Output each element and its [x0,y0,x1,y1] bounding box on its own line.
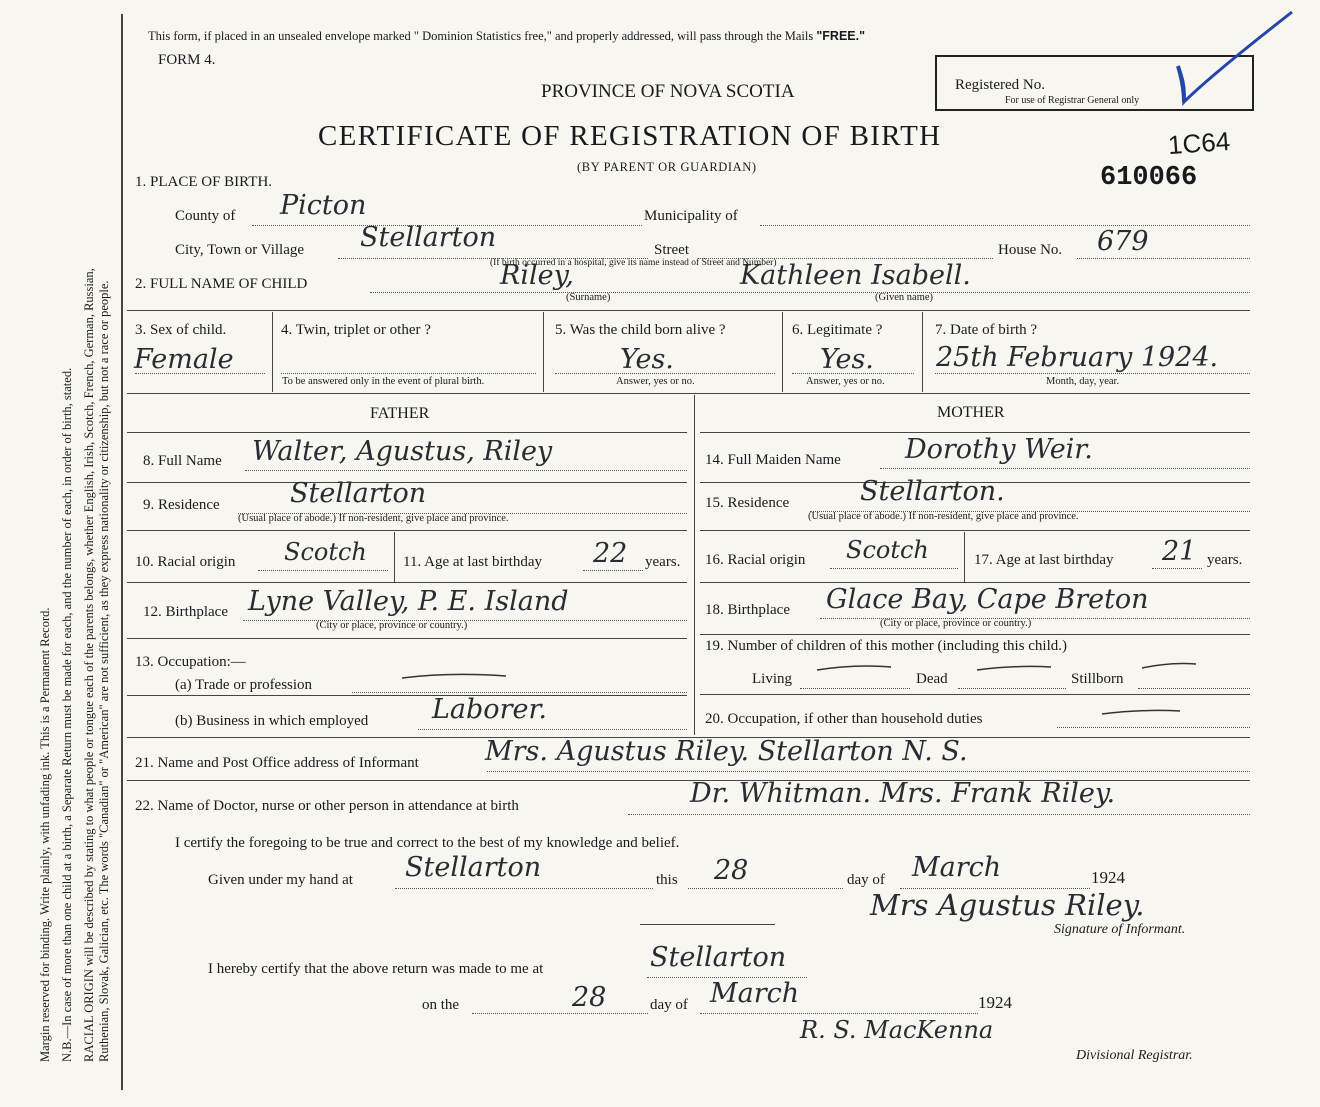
divider-mother-age [964,532,965,582]
doctor-label: 22. Name of Doctor, nurse or other person in attendance at birth [135,798,519,814]
legitimate-value: Yes. [820,344,874,375]
child-surname-value: Riley, [500,260,574,291]
father-residence-value: Stellarton [290,478,427,509]
child-name-label: 2. FULL NAME OF CHILD [135,276,308,292]
born-alive-value: Yes. [620,344,674,375]
mother-residence-value: Stellarton. [860,476,1005,507]
divider-father-mother [694,395,695,735]
rule-mother-4 [700,634,1250,635]
rule-mother-5 [700,694,1250,695]
house-number-label: House No. [998,242,1063,258]
this-label: this [656,872,678,888]
registrar-label: Divisional Registrar. [1076,1048,1193,1063]
certificate-title: CERTIFICATE OF REGISTRATION OF BIRTH [318,120,942,152]
mother-age-value: 21 [1162,536,1197,567]
divider-twin [543,312,544,392]
mailing-notice [148,29,865,44]
rule-mother-3 [700,582,1250,583]
checkmark-icon [1170,6,1300,106]
certificate-subtitle: (BY PARENT OR GUARDIAN) [577,160,757,174]
children-stillborn-label: Stillborn [1071,671,1124,687]
date-of-birth-value: 25th February 1924. [936,342,1219,373]
rule-father-heading [127,432,687,433]
sex-line [135,373,265,374]
certify-month-value: March [912,852,1002,883]
twin-note: To be answered only in the event of plural birth. [282,376,485,387]
children-living-line [800,688,910,689]
child-name-line [370,292,1250,293]
stamp-top: 1C64 [1166,125,1232,161]
certify-day-value: 28 [714,855,749,886]
mother-residence-note: (Usual place of abode.) If non-resident, give place and province. [808,511,1079,522]
registrar-place-value: Stellarton [650,942,787,973]
father-age-label: 11. Age at last birthday [403,554,542,570]
informant-signature: Mrs Agustus Riley. [870,888,1145,922]
margin-note-racial-2: Ruthenian, Slovak, Galician, etc. The words "Canadian" or "American" are not sufficient, as they express nationality or citizenship, but not a race or people. [97,280,111,1062]
date-of-birth-line [935,373,1250,374]
father-business-label: (b) Business in which employed [175,713,369,729]
father-age-value: 22 [593,538,628,569]
father-trade-dash [400,670,510,682]
doctor-value: Dr. Whitman. Mrs. Frank Riley. [690,778,1116,809]
county-label: County of [175,208,236,224]
registered-number-label: Registered No. [955,77,1045,93]
given-name-note: (Given name) [875,292,934,303]
father-trade-line [352,692,687,693]
registrar-statement: I hereby certify that the above return was made to me at [208,961,544,977]
mother-occupation-dash [1100,706,1184,718]
rule-parents-top [127,393,1250,394]
father-race-value: Scotch [284,538,367,566]
father-occupation-label: 13. Occupation:— [135,654,246,670]
father-trade-label: (a) Trade or profession [175,677,313,693]
rule-row3-top [127,310,1250,311]
father-birthplace-value: Lyne Valley, P. E. Island [248,586,569,617]
father-race-label: 10. Racial origin [135,554,236,570]
registrar-month-value: March [710,978,800,1009]
mother-children-label: 19. Number of children of this mother (including this child.) [705,638,1068,654]
house-number-value: 679 [1097,226,1149,257]
children-dead-line [958,688,1066,689]
registrar-day-of-label: day of [650,997,688,1013]
informant-label: 21. Name and Post Office address of Informant [135,755,419,771]
rule-mother-heading [700,432,1250,433]
mother-name-value: Dorothy Weir. [905,434,1093,465]
municipality-line [760,225,1250,226]
mother-birthplace-label: 18. Birthplace [705,602,790,618]
divider-father-age [394,532,395,582]
doctor-line [628,814,1250,815]
rule-father-2 [127,530,687,531]
surname-note: (Surname) [566,292,611,303]
registrar-signature: R. S. MacKenna [800,1016,994,1044]
father-birthplace-label: 12. Birthplace [143,604,228,620]
rule-father-3 [127,582,687,583]
mother-race-line [830,568,958,569]
margin-note-binding: Margin reserved for binding. Write plainly, with unfading ink. This is a Permanent Record. [38,607,52,1062]
place-of-birth-label: 1. PLACE OF BIRTH. [135,174,273,190]
registrar-month-line [700,1013,978,1014]
children-stillborn-dash [1140,660,1200,672]
mother-age-line [1152,568,1202,569]
father-residence-label: 9. Residence [143,497,220,513]
mailing-notice-free: "FREE." [816,29,866,43]
mother-occupation-line [1057,727,1250,728]
born-alive-note: Answer, yes or no. [616,376,695,387]
father-name-label: 8. Full Name [143,453,222,469]
registrar-day-line [472,1013,648,1014]
mother-race-value: Scotch [846,536,929,564]
mother-race-label: 16. Racial origin [705,552,806,568]
registrar-year-value: 1924 [978,993,1012,1012]
county-value: Picton [280,190,367,221]
legitimate-line [792,373,914,374]
informant-line [487,771,1250,772]
legitimate-label: 6. Legitimate ? [792,322,883,338]
children-dead-label: Dead [916,671,948,687]
given-place-value: Stellarton [405,852,542,883]
father-name-value: Walter, Agustus, Riley [252,436,553,467]
born-alive-label: 5. Was the child born alive ? [555,322,726,338]
born-alive-line [555,373,775,374]
house-number-line [1077,258,1250,259]
certify-day-line [688,888,843,889]
twin-label: 4. Twin, triplet or other ? [281,322,431,338]
form-left-border [121,14,123,1090]
children-living-label: Living [752,671,792,687]
registrar-day-value: 28 [572,982,607,1013]
mother-residence-label: 15. Residence [705,495,790,511]
mother-years-label: years. [1207,552,1243,568]
father-residence-note: (Usual place of abode.) If non-resident, give place and province. [238,513,509,524]
divider-alive [782,312,783,392]
date-of-birth-note: Month, day, year. [1046,376,1120,387]
margin-note-nb: N.B.—In case of more than one child at a birth, a Separate Return must be made for each, and the number of each, in order of birth, stated. [60,367,74,1062]
province-heading: PROVINCE OF NOVA SCOTIA [541,81,795,102]
father-name-line [245,470,687,471]
informant-value: Mrs. Agustus Riley. Stellarton N. S. [485,736,968,767]
divider-legit [922,312,923,392]
mother-name-line [880,468,1250,469]
registered-number-note: For use of Registrar General only [1005,95,1140,106]
mother-birthplace-note: (City or place, province or country.) [880,618,1032,629]
given-under-hand-label: Given under my hand at [208,872,353,888]
form-number: FORM 4. [158,52,216,68]
rule-mother-2 [700,530,1250,531]
father-years-label: years. [645,554,681,570]
child-given-name-value: Kathleen Isabell. [740,260,971,291]
mother-name-label: 14. Full Maiden Name [705,452,841,468]
hospital-note: (If birth occurred in a hospital, give its name instead of Street and Number) [490,258,777,268]
short-rule [640,924,775,925]
street-label: Street [654,242,689,258]
certify-year-value: 1924 [1091,868,1125,887]
date-of-birth-label: 7. Date of birth ? [935,322,1038,338]
sex-label: 3. Sex of child. [135,322,227,338]
twin-line [281,373,536,374]
father-birthplace-note: (City or place, province or country.) [316,620,468,631]
rule-father-5 [127,695,687,696]
father-business-line [418,729,687,730]
city-value: Stellarton [360,222,497,253]
mother-heading: MOTHER [937,404,1005,421]
stamp-number: 610066 [1100,163,1198,193]
city-label: City, Town or Village [175,242,305,258]
mother-age-label: 17. Age at last birthday [974,552,1114,568]
father-business-value: Laborer. [432,694,547,725]
sex-value: Female [134,344,234,375]
registrar-on-the-label: on the [422,997,460,1013]
mother-birthplace-value: Glace Bay, Cape Breton [826,584,1149,615]
given-place-line [395,888,653,889]
legitimate-note: Answer, yes or no. [806,376,885,387]
certify-day-of-label: day of [847,872,885,888]
margin-note-racial-1: RACIAL ORIGIN will be described by stating to what people or tongue each of the parents belongs, whether English, Irish, Scotch, French, German, Russian, [82,268,96,1062]
municipality-label: Municipality of [644,208,738,224]
certify-statement: I certify the foregoing to be true and correct to the best of my knowledge and belief. [175,835,680,851]
informant-signature-label: Signature of Informant. [1054,922,1186,937]
father-race-line [258,570,388,571]
children-living-dash [815,662,895,674]
rule-father-4 [127,638,687,639]
father-heading: FATHER [370,405,430,422]
children-stillborn-line [1138,688,1250,689]
divider-sex [272,312,273,392]
mailing-notice-text: This form, if placed in an unsealed envelope marked " Dominion Statistics free," and properly addressed, will pass through the Mails [148,29,814,43]
father-age-line [583,570,643,571]
mother-occupation-label: 20. Occupation, if other than household duties [705,711,983,727]
children-dead-dash [975,662,1055,674]
